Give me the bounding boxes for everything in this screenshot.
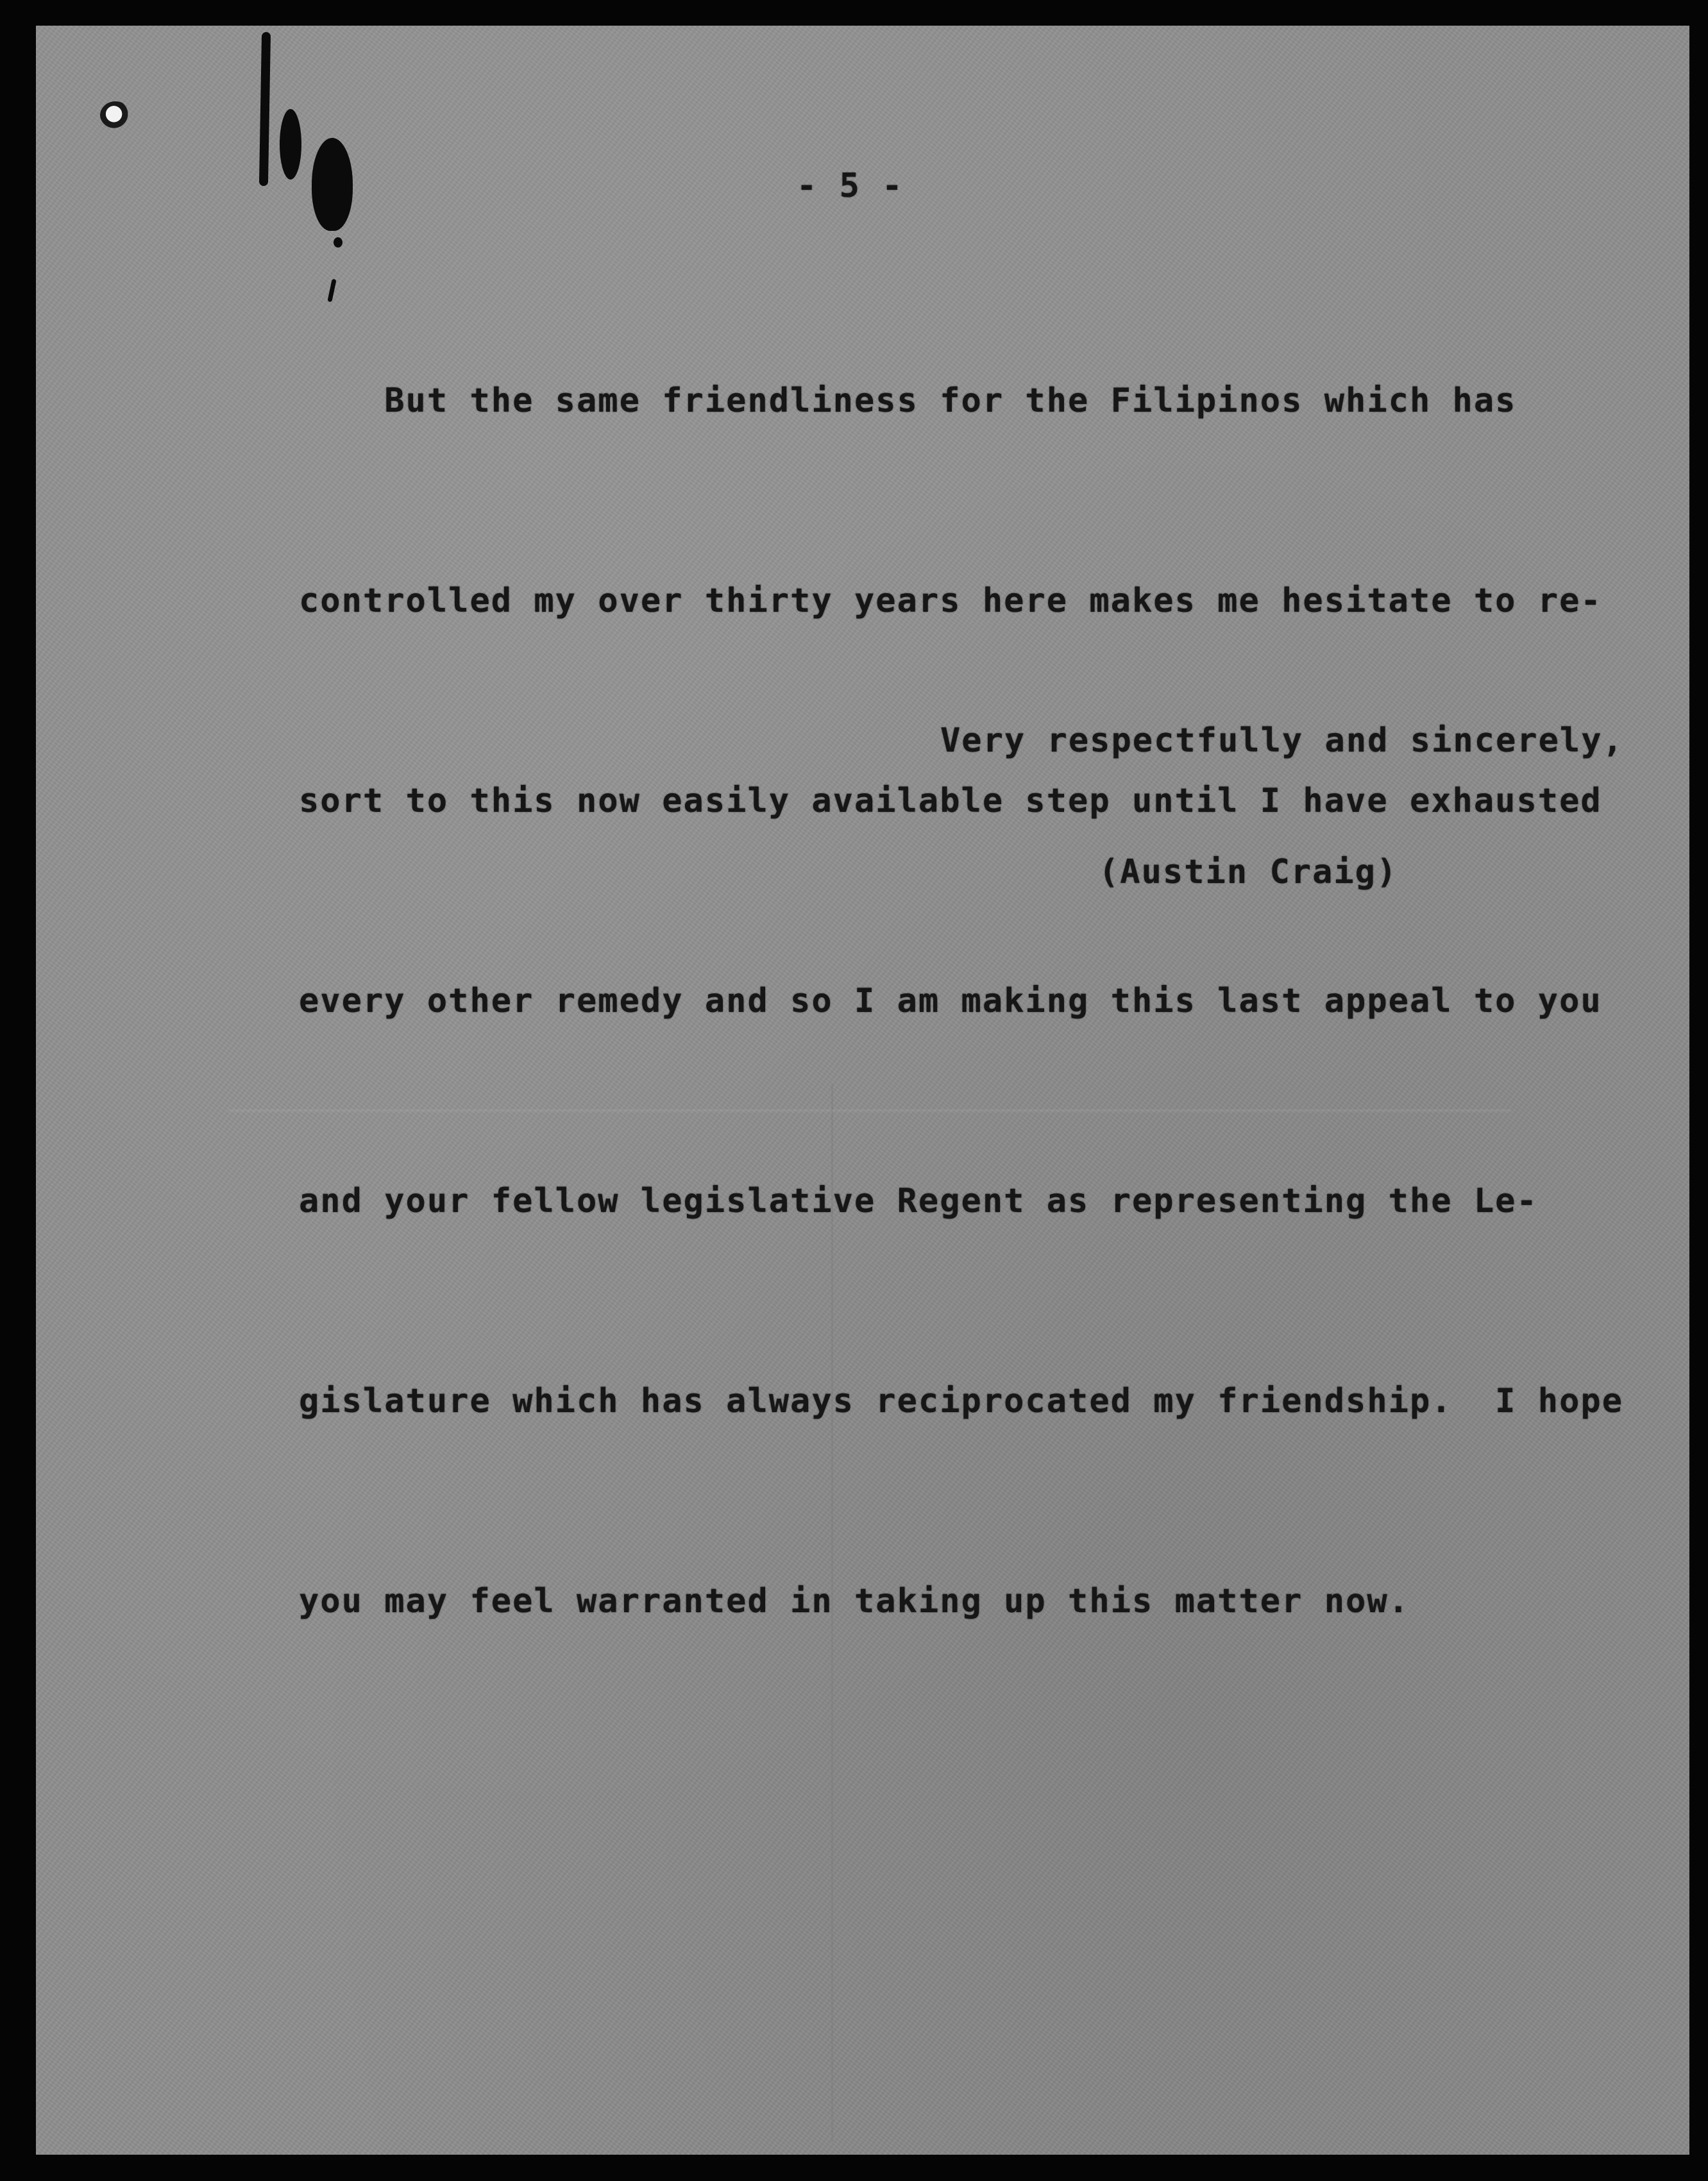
body-line-3: sort to this now easily available step until I have exhausted: [299, 782, 1602, 820]
body-line-7: you may feel warranted in taking up this matter now.: [299, 1582, 1410, 1621]
ink-blot-mark-large: [312, 138, 353, 231]
signature-name: (Austin Craig): [1099, 853, 1398, 891]
page-number: - 5 -: [797, 167, 904, 205]
punch-hole-mark: [100, 101, 131, 130]
letter-page: [36, 26, 1689, 2155]
ink-stroke-mark: [259, 32, 271, 186]
body-line-5: and your fellow legislative Regent as representing the Le-: [299, 1182, 1538, 1220]
body-line-2: controlled my over thirty years here makes me hesitate to re-: [299, 582, 1602, 620]
body-line-6: gislature which has always reciprocated my friendship. I hope: [299, 1382, 1624, 1420]
body-line-4: every other remedy and so I am making this last appeal to you: [299, 982, 1602, 1020]
letter-body: [299, 234, 1623, 1768]
ink-blot-mark: [280, 109, 301, 180]
closing-salutation: Very respectfully and sincerely,: [940, 721, 1624, 760]
body-line-1: But the same friendliness for the Filipinos which has: [299, 382, 1517, 420]
